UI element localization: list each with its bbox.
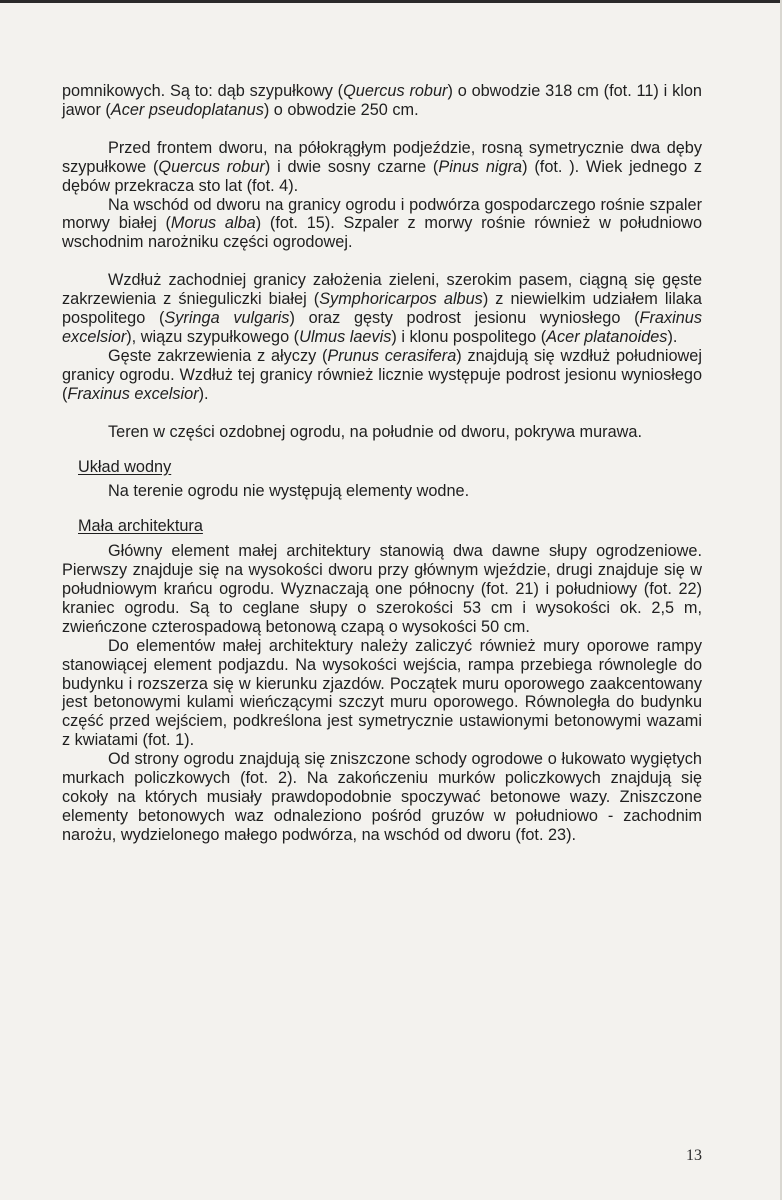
latin-species-name: Pinus nigra (438, 157, 523, 176)
text-run: ) o obwodzie 318 cm (fot. 11) i klon jawor ( (62, 82, 702, 119)
text-run: pomnikowych. Są to: dąb szypułkowy ( (62, 82, 344, 100)
text-run: ). (667, 327, 678, 346)
heading-water-system: Układ wodny (78, 457, 172, 476)
paragraph-garden-stairs (62, 750, 702, 845)
text-run: ) i klonu pospolitego ( (391, 327, 547, 346)
paragraph-southern-thickets (62, 347, 702, 404)
latin-species-name: Fraxinus excelsior (62, 309, 702, 346)
page-number: 13 (686, 1147, 702, 1164)
heading-small-architecture: Mała architektura (78, 517, 203, 536)
text-run: ) oraz gęsty podrost jesionu wyniosłego ( (289, 309, 640, 328)
document-page (62, 82, 702, 845)
latin-species-name: Morus alba (170, 214, 256, 233)
paragraph-lawn (62, 423, 702, 442)
text-run: Gęste zakrzewienia z ałyczy ( (108, 346, 328, 365)
latin-species-name: Syringa vulgaris (164, 309, 290, 328)
paragraph-front-oaks (62, 139, 702, 196)
text-run: Na terenie ogrodu nie występują elementy wodne. (108, 482, 470, 501)
text-run: Wzdłuż zachodniej granicy założenia zieleni, szerokim pasem, ciągną się gęste zakrzewienia z śnieguliczki białej ( (62, 271, 702, 309)
text-run: ) znajdują się wzdłuż południowej granicy ogrodu. Wzdłuż tej granicy również licznie występuje podrost jesionu wyniosłego ( (62, 346, 702, 403)
text-run: Do elementów małej architektury należy zaliczyć również mury oporowe rampy stanowiącej element podjazdu. Na wysokości wejścia, rampa przebiega równolegle do budynku i rozszerza się w kierunku zjazdów. Początek muru oporowego zaakcentowany jest betonowymi kulami wieńczącymi szczyt muru oporowego. Równoległa do budynku część przed wejściem, podkreślona jest symetrycznie ustawionymi betonowymi wazami z kwiatami (fot. 1). (62, 636, 702, 750)
paragraph-monument-trees (62, 82, 702, 120)
latin-species-name: Quercus robur (343, 82, 448, 100)
latin-species-name: Acer platanoides (546, 327, 668, 346)
text-run: ). (198, 384, 209, 403)
text-run: ) i dwie sosny czarne ( (264, 157, 439, 176)
text-run: ), wiązu szypułkowego ( (126, 327, 300, 346)
text-run: ) (fot. 15). Szpaler z morwy rośnie również w południowo wschodnim narożniku części ogrodowej. (62, 214, 702, 252)
paragraph-water-elements (62, 482, 702, 501)
latin-species-name: Acer pseudoplatanus (110, 100, 264, 119)
paragraph-western-thickets (62, 271, 702, 347)
latin-species-name: Symphoricarpos albus (319, 290, 483, 309)
text-run: Od strony ogrodu znajdują się zniszczone schody ogrodowe o łukowato wygiętych murkach policzkowych (fot. 2). Na zakończeniu murków policzkowych znajdują się cokoły na których musiały prawdopodobnie spoczywać betonowe wazy. Zniszczone elementy betonowych waz odnaleziono pośród gruzów w południowo - zachodnim narożu, wydzielonego małego podwórza, na wschód od dworu (fot. 23). (62, 750, 702, 844)
paragraph-gate-pillars (62, 542, 702, 637)
text-run: Teren w części ozdobnej ogrodu, na południe od dworu, pokrywa murawa. (108, 422, 642, 441)
text-run: ) (fot. ). Wiek jednego z dębów przekracza sto lat (fot. 4). (62, 157, 702, 195)
latin-species-name: Fraxinus excelsior (67, 384, 199, 403)
text-run: ) o obwodzie 250 cm. (263, 100, 419, 119)
latin-species-name: Prunus cerasifera (327, 346, 457, 365)
paragraph-retaining-walls (62, 637, 702, 750)
text-run: Na wschód od dworu na granicy ogrodu i podwórza gospodarczego rośnie szpaler morwy białej ( (62, 195, 702, 233)
paragraph-mulberry-hedge (62, 196, 702, 253)
text-run: ) z niewielkim udziałem lilaka pospolitego ( (62, 290, 702, 328)
text-run: Główny element małej architektury stanowią dwa dawne słupy ogrodzeniowe. Pierwszy znajduje się na wysokości dworu przy głównym wjeździe, drugi znajduje się w południowym krańcu ogrodu. Wyznaczają one północny (fot. 21) i południowy (fot. 22) kraniec ogrodu. Są to ceglane słupy o szerokości 53 cm i wysokości ok. 2,5 m, zwieńczone czterospadową betonową czapą o wysokości 50 cm. (62, 542, 702, 636)
latin-species-name: Quercus robur (158, 157, 265, 176)
latin-species-name: Ulmus laevis (299, 327, 392, 346)
page-top-edge (0, 0, 782, 3)
text-run: Przed frontem dworu, na półokrągłym podjeździe, rosną symetrycznie dwa dęby szypułkowe ( (62, 138, 702, 176)
